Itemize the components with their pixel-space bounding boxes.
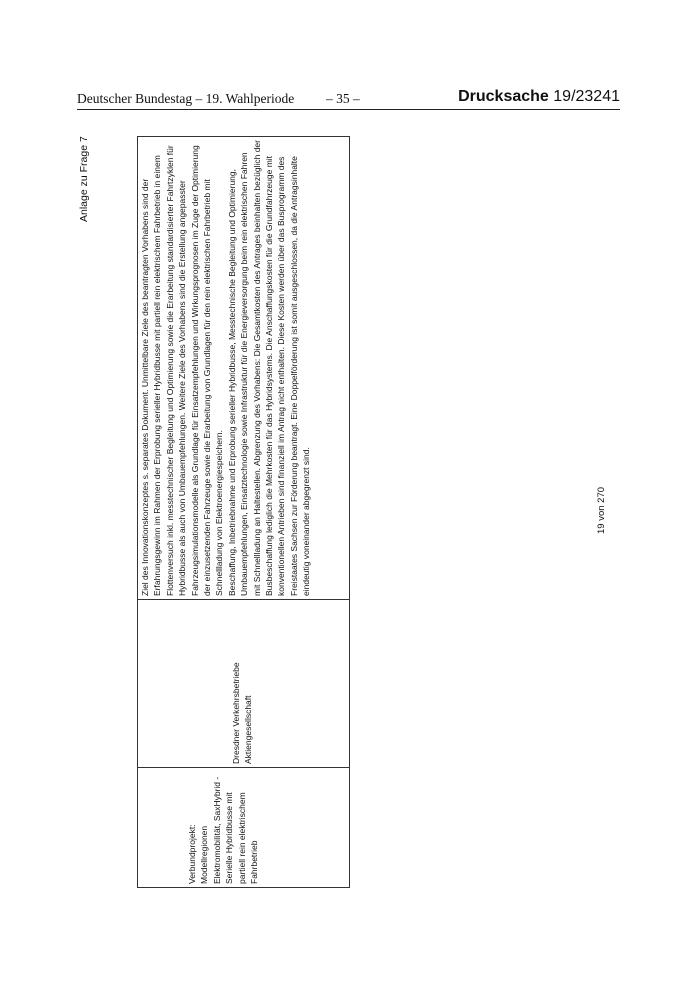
- page-number: 19 von 270: [596, 486, 607, 534]
- project-cell: Verbundprojekt: Modellregionen Elektromobilität, SaxHybrid - Serielle Hybridbusse mit partiell rein elektrischem Fahrbetrieb: [138, 767, 349, 887]
- drucksache-label: Drucksache: [458, 88, 549, 105]
- header-title: Deutscher Bundestag – 19. Wahlperiode: [77, 91, 295, 106]
- description-paragraph-1: Ziel des Innovationskonzeptes s. separates Dokument. Unmittelbare Ziele des beantragten Vorhabens sind der Erfahrungsgewinn im Rahmen der Erprobung serieller Hybridbusse mit partiell rein elektrischem Fahrbetrieb in einem Flottenversuch inkl. messtechnischer Begleitung und Optimierung sowie die Erarbeitung standardisierter Fahrtzyklen für Hybridbusse als auch von Umbauempfehlungen. Weitere Ziele des Vorhabens sind die Erstellung angepasster Fahrzeugsimulationsmodelle als Grundlage für Einsatzempfehlungen und Wirkungsprognosen im Zuge der Optimierung der einzusetzenden Fahrzeuge sowie die Erarbeitung von Grundlagen für den rein elektrischen Fahrbetrieb mit Schnellladung von Elektroenergiespeichern.: [140, 145, 225, 596]
- data-table: [137, 136, 350, 888]
- drucksache-number: 19/23241: [553, 88, 620, 105]
- description-cell: [138, 137, 349, 599]
- header-drucksache: [458, 88, 620, 106]
- side-label: Anlage zu Frage 7: [78, 136, 90, 222]
- description-paragraph-2: Beschaffung, Inbetriebnahme und Erprobung serieller Hybridbusse, Messtechnische Begleitung und Optimierung, Umbauempfehlungen, Einsatztechnologie sowie Infrastruktur für die Energieversorgung beim rein elektrischen Fahren mit Schnellladung an Haltestellen. Abgrenzung des Vorhabens: Die Gesamtkosten des Antrages beinhalten bezüglich der Busbeschaffung lediglich die Mehrkosten für das Hybridsystems. Die Anschaffungskosten für die Grundfahrzeuge mit konventionellen Antrieben sind finanziell im Antrag nicht enthalten. Diese Kosten werden über das Busprogramm des Freistaates Sachsen zur Förderung beantragt. Eine Doppelförderung ist somit ausgeschlossen, da die Antragsinhalte eindeutig voneinander abgegrenzt sind.: [226, 140, 312, 596]
- header-rule: [77, 109, 620, 110]
- header-page: – 35 –: [326, 91, 360, 106]
- company-cell: Dresdner Verkehrsbetriebe Aktiengesellschaft: [138, 599, 349, 767]
